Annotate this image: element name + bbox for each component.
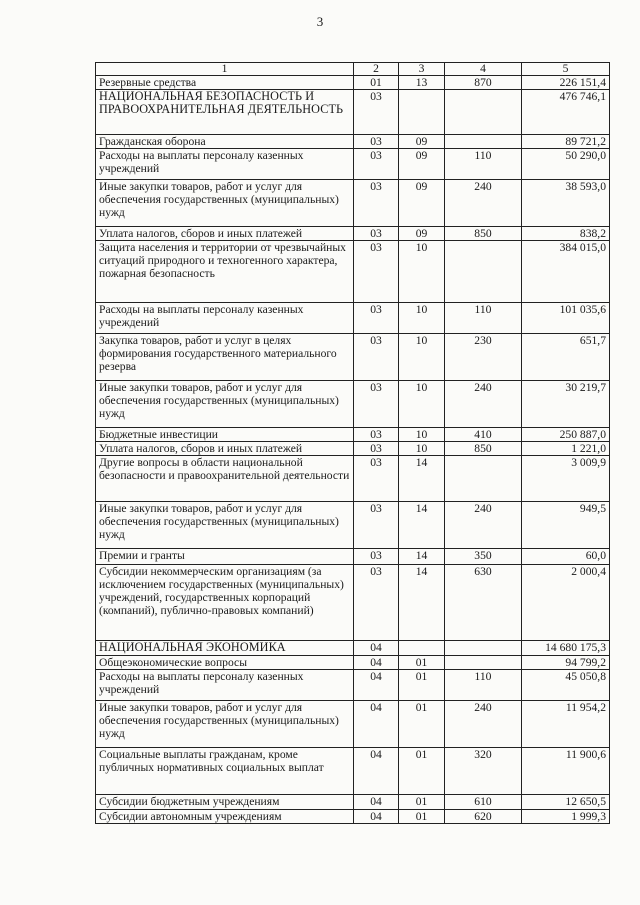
row-expense-type [445, 656, 522, 670]
row-name: Субсидии автономным учреждениям [96, 810, 354, 824]
row-section: 04 [354, 641, 399, 656]
row-amount: 89 721,2 [522, 135, 610, 149]
row-subsection: 14 [399, 565, 445, 641]
row-name: Иные закупки товаров, работ и услуг для обеспечения государственных (муниципальных) нужд [96, 502, 354, 549]
row-expense-type [445, 241, 522, 303]
table-row [96, 810, 610, 824]
header-col-5: 5 [522, 63, 610, 76]
row-subsection: 09 [399, 149, 445, 180]
row-section: 03 [354, 135, 399, 149]
row-amount: 1 999,3 [522, 810, 610, 824]
row-name: Общеэкономические вопросы [96, 656, 354, 670]
row-expense-type [445, 456, 522, 502]
row-section: 03 [354, 227, 399, 241]
table-row [96, 748, 610, 795]
row-amount: 94 799,2 [522, 656, 610, 670]
row-name: Расходы на выплаты персоналу казенных учреждений [96, 670, 354, 701]
row-subsection: 01 [399, 701, 445, 748]
row-section: 04 [354, 701, 399, 748]
row-amount: 838,2 [522, 227, 610, 241]
row-subsection [399, 90, 445, 135]
table-body [96, 76, 610, 824]
row-amount: 12 650,5 [522, 795, 610, 810]
row-name: Уплата налогов, сборов и иных платежей [96, 227, 354, 241]
row-subsection: 10 [399, 428, 445, 442]
row-subsection: 01 [399, 656, 445, 670]
row-subsection: 14 [399, 549, 445, 565]
row-expense-type: 610 [445, 795, 522, 810]
row-amount: 60,0 [522, 549, 610, 565]
row-name: Расходы на выплаты персоналу казенных учреждений [96, 303, 354, 334]
row-name: Уплата налогов, сборов и иных платежей [96, 442, 354, 456]
header-col-2: 2 [354, 63, 399, 76]
row-expense-type [445, 641, 522, 656]
row-section: 03 [354, 442, 399, 456]
row-subsection: 01 [399, 748, 445, 795]
row-subsection [399, 641, 445, 656]
row-expense-type: 240 [445, 701, 522, 748]
header-col-3: 3 [399, 63, 445, 76]
table-row [96, 442, 610, 456]
row-subsection: 10 [399, 381, 445, 428]
table-row [96, 549, 610, 565]
table-row [96, 303, 610, 334]
row-section: 03 [354, 502, 399, 549]
row-name: Бюджетные инвестиции [96, 428, 354, 442]
row-subsection: 01 [399, 795, 445, 810]
header-col-4: 4 [445, 63, 522, 76]
row-expense-type: 850 [445, 442, 522, 456]
row-name: Расходы на выплаты персоналу казенных учреждений [96, 149, 354, 180]
row-subsection: 09 [399, 227, 445, 241]
row-name: НАЦИОНАЛЬНАЯ ЭКОНОМИКА [96, 641, 354, 656]
header-col-1: 1 [96, 63, 354, 76]
row-subsection: 14 [399, 502, 445, 549]
row-expense-type: 350 [445, 549, 522, 565]
table-row [96, 428, 610, 442]
table-row [96, 565, 610, 641]
row-expense-type [445, 90, 522, 135]
table-row [96, 456, 610, 502]
table-row [96, 135, 610, 149]
table-row [96, 334, 610, 381]
row-expense-type: 320 [445, 748, 522, 795]
row-expense-type: 630 [445, 565, 522, 641]
row-name: Гражданская оборона [96, 135, 354, 149]
row-subsection: 14 [399, 456, 445, 502]
row-expense-type: 620 [445, 810, 522, 824]
row-section: 03 [354, 334, 399, 381]
row-section: 04 [354, 810, 399, 824]
row-amount: 50 290,0 [522, 149, 610, 180]
table-row [96, 701, 610, 748]
row-section: 03 [354, 90, 399, 135]
row-subsection: 10 [399, 241, 445, 303]
row-section: 03 [354, 241, 399, 303]
row-expense-type: 410 [445, 428, 522, 442]
row-amount: 101 035,6 [522, 303, 610, 334]
row-amount: 226 151,4 [522, 76, 610, 90]
table-row [96, 641, 610, 656]
table-row [96, 656, 610, 670]
row-amount: 11 954,2 [522, 701, 610, 748]
row-name: Закупка товаров, работ и услуг в целях формирования государственного материального резерва [96, 334, 354, 381]
row-amount: 38 593,0 [522, 180, 610, 227]
row-amount: 3 009,9 [522, 456, 610, 502]
row-amount: 14 680 175,3 [522, 641, 610, 656]
row-section: 03 [354, 428, 399, 442]
row-name: Резервные средства [96, 76, 354, 90]
row-expense-type: 110 [445, 670, 522, 701]
row-amount: 11 900,6 [522, 748, 610, 795]
table-row [96, 90, 610, 135]
table-row [96, 795, 610, 810]
table-row [96, 149, 610, 180]
row-section: 04 [354, 748, 399, 795]
table-row [96, 180, 610, 227]
row-subsection: 10 [399, 334, 445, 381]
row-expense-type: 240 [445, 180, 522, 227]
row-name: Защита населения и территории от чрезвычайных ситуаций природного и техногенного характера, пожарная безопасность [96, 241, 354, 303]
row-amount: 949,5 [522, 502, 610, 549]
header-row [96, 63, 610, 76]
row-name: Социальные выплаты гражданам, кроме публичных нормативных социальных выплат [96, 748, 354, 795]
row-name: Премии и гранты [96, 549, 354, 565]
row-amount: 250 887,0 [522, 428, 610, 442]
row-subsection: 10 [399, 442, 445, 456]
row-name: Другие вопросы в области национальной безопасности и правоохранительной деятельности [96, 456, 354, 502]
row-amount: 45 050,8 [522, 670, 610, 701]
row-section: 03 [354, 381, 399, 428]
row-name: НАЦИОНАЛЬНАЯ БЕЗОПАСНОСТЬ И ПРАВООХРАНИТЕЛЬНАЯ ДЕЯТЕЛЬНОСТЬ [96, 90, 354, 135]
row-amount: 1 221,0 [522, 442, 610, 456]
row-section: 01 [354, 76, 399, 90]
row-expense-type [445, 135, 522, 149]
row-name: Субсидии некоммерческим организациям (за исключением государственных (муниципальных) учреждений, государственных корпораций (компаний), публично-правовых компаний) [96, 565, 354, 641]
row-amount: 476 746,1 [522, 90, 610, 135]
row-name: Иные закупки товаров, работ и услуг для обеспечения государственных (муниципальных) нужд [96, 381, 354, 428]
row-section: 04 [354, 795, 399, 810]
row-section: 03 [354, 456, 399, 502]
row-expense-type: 110 [445, 303, 522, 334]
table-row [96, 227, 610, 241]
row-expense-type: 240 [445, 502, 522, 549]
row-section: 03 [354, 303, 399, 334]
row-subsection: 13 [399, 76, 445, 90]
row-expense-type: 240 [445, 381, 522, 428]
row-amount: 2 000,4 [522, 565, 610, 641]
row-section: 03 [354, 549, 399, 565]
row-section: 04 [354, 656, 399, 670]
row-amount: 384 015,0 [522, 241, 610, 303]
table-row [96, 381, 610, 428]
row-section: 03 [354, 149, 399, 180]
row-expense-type: 230 [445, 334, 522, 381]
row-subsection: 01 [399, 670, 445, 701]
page-number: 3 [316, 14, 324, 29]
row-subsection: 09 [399, 180, 445, 227]
row-section: 04 [354, 670, 399, 701]
row-expense-type: 850 [445, 227, 522, 241]
row-expense-type: 870 [445, 76, 522, 90]
row-amount: 30 219,7 [522, 381, 610, 428]
row-name: Иные закупки товаров, работ и услуг для обеспечения государственных (муниципальных) нужд [96, 701, 354, 748]
row-amount: 651,7 [522, 334, 610, 381]
table-row [96, 670, 610, 701]
row-subsection: 10 [399, 303, 445, 334]
row-subsection: 01 [399, 810, 445, 824]
table-row [96, 502, 610, 549]
row-section: 03 [354, 180, 399, 227]
row-expense-type: 110 [445, 149, 522, 180]
table-row [96, 241, 610, 303]
row-section: 03 [354, 565, 399, 641]
row-subsection: 09 [399, 135, 445, 149]
row-name: Субсидии бюджетным учреждениям [96, 795, 354, 810]
budget-table [95, 62, 610, 824]
row-name: Иные закупки товаров, работ и услуг для обеспечения государственных (муниципальных) нужд [96, 180, 354, 227]
table-row [96, 76, 610, 90]
